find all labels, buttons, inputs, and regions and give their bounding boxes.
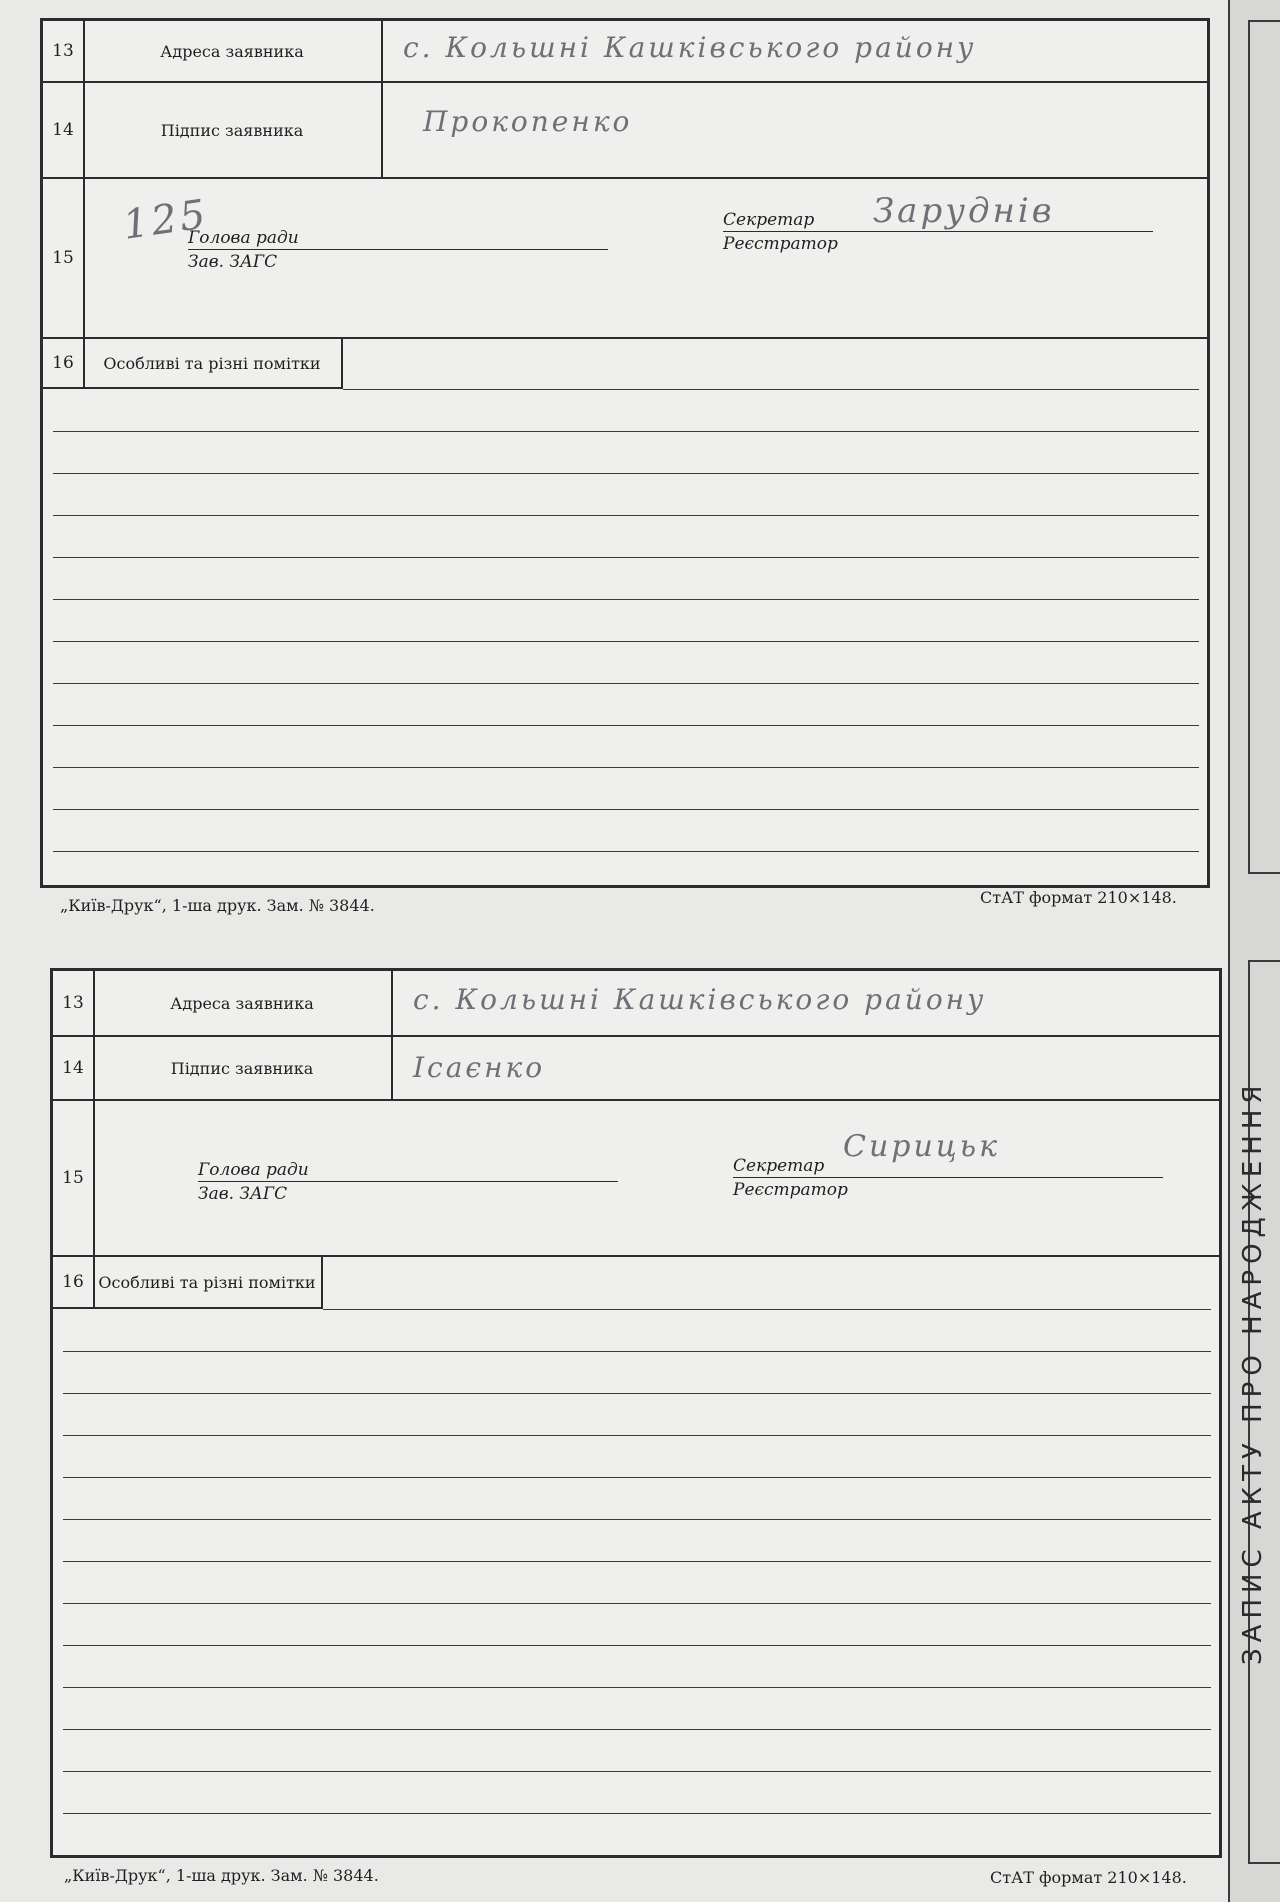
notes-rule (63, 1435, 1211, 1436)
notes-rule (53, 473, 1199, 474)
address-value: с. Кольшні Кашківського району (403, 31, 977, 64)
notes-rule (53, 851, 1199, 852)
row-number: 15 (53, 1101, 95, 1255)
notes-rule (343, 389, 1199, 390)
secretary-label: Секретар (733, 1156, 825, 1176)
notes-rule (53, 767, 1199, 768)
notes-rule (53, 557, 1199, 558)
registrar-label: Реєстратор (733, 1180, 848, 1200)
printer-imprint: „Київ-Друк“, 1-ша друк. Зам. № 3844. (64, 1866, 379, 1885)
notes-rule (53, 599, 1199, 600)
chair-label: Голова ради (198, 1160, 309, 1180)
form-bottom (50, 968, 1222, 1858)
secretary-label: Секретар (723, 210, 815, 230)
notes-rule (53, 641, 1199, 642)
registrar-label: Реєстратор (723, 234, 838, 254)
applicant-signature-label: Підпис заявника (93, 1037, 393, 1099)
address-label: Адреса заявника (93, 971, 393, 1035)
row-number: 13 (43, 21, 85, 81)
applicant-signature-value: Ісаєнко (413, 1051, 546, 1084)
row-address (53, 971, 1219, 1037)
form-format: СтАТ формат 210×148. (980, 888, 1177, 907)
row-applicant-signature (43, 83, 1207, 179)
notes-rule (63, 1561, 1211, 1562)
applicant-signature-value: Прокопенко (423, 105, 633, 138)
notes-rule (63, 1687, 1211, 1688)
chair-signature-line (198, 1181, 618, 1182)
notes-rule (323, 1309, 1211, 1310)
registry-head-label: Зав. ЗАГС (198, 1184, 288, 1204)
row-number: 15 (43, 179, 85, 337)
row-applicant-signature (53, 1037, 1219, 1101)
row-notes (53, 1257, 1219, 1309)
notes-rule (53, 725, 1199, 726)
notes-rule (63, 1813, 1211, 1814)
notes-rule (63, 1645, 1211, 1646)
registry-head-label: Зав. ЗАГС (188, 252, 278, 272)
notes-rule (63, 1393, 1211, 1394)
notes-rule (53, 431, 1199, 432)
applicant-signature-label: Підпис заявника (83, 83, 383, 177)
row-officials (53, 1101, 1219, 1257)
row-number: 16 (53, 1257, 95, 1309)
spine-frame-top (1248, 20, 1280, 874)
notes-rule (63, 1603, 1211, 1604)
address-label: Адреса заявника (83, 21, 383, 81)
notes-rule (63, 1729, 1211, 1730)
margin-note: 125 (120, 191, 212, 249)
row-number: 13 (53, 971, 95, 1035)
notes-rule (63, 1771, 1211, 1772)
row-officials (43, 179, 1207, 339)
printer-imprint: „Київ-Друк“, 1-ша друк. Зам. № 3844. (60, 896, 375, 915)
chair-label: Голова ради (188, 228, 299, 248)
secretary-signature-line (733, 1177, 1163, 1178)
notes-rule (53, 683, 1199, 684)
row-address (43, 21, 1207, 83)
secretary-signature-line (723, 231, 1153, 232)
notes-rule (63, 1519, 1211, 1520)
address-value: с. Кольшні Кашківського району (413, 983, 987, 1016)
notes-rule (53, 515, 1199, 516)
notes-rule (53, 809, 1199, 810)
row-number: 14 (43, 83, 85, 177)
notes-label: Особливі та різні помітки (93, 1257, 323, 1309)
row-number: 16 (43, 339, 85, 389)
notes-rule (63, 1351, 1211, 1352)
form-format: СтАТ формат 210×148. (990, 1868, 1187, 1887)
chair-signature-line (188, 249, 608, 250)
notes-label: Особливі та різні помітки (83, 339, 343, 389)
registrar-signature: Заруднів (873, 191, 1055, 231)
row-notes (43, 339, 1207, 389)
form-top (40, 18, 1210, 888)
notes-rule (63, 1477, 1211, 1478)
registrar-signature: Сирицьк (843, 1129, 1000, 1164)
row-number: 14 (53, 1037, 95, 1099)
spine-title: ЗАПИС АКТУ ПРО НАРОДЖЕННЯ (1238, 1080, 1268, 1666)
